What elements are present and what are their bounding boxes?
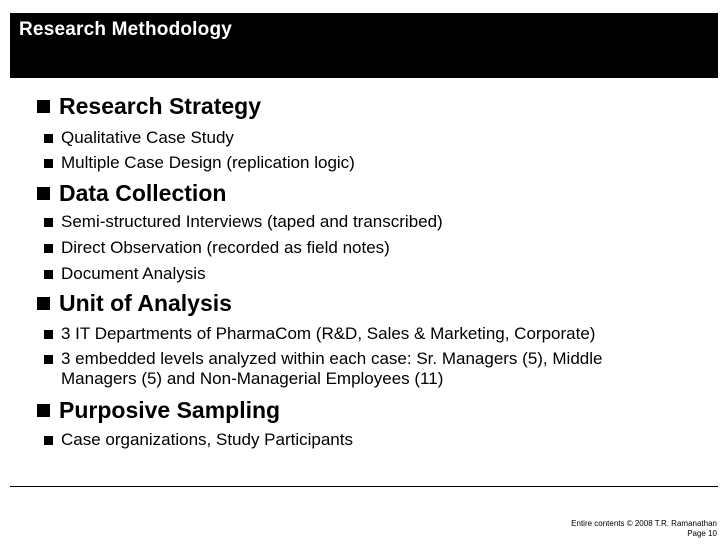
- section-heading-purposive-sampling: Purposive Sampling: [59, 397, 281, 423]
- footer-page-number: Page 10: [687, 529, 717, 538]
- section-heading-data-collection: Data Collection: [59, 180, 227, 206]
- list-item: Multiple Case Design (replication logic): [61, 153, 355, 172]
- section-bullet-icon: [37, 404, 50, 417]
- section-heading-unit-of-analysis: Unit of Analysis: [59, 290, 232, 316]
- item-bullet-icon: [44, 244, 53, 253]
- item-bullet-icon: [44, 270, 53, 279]
- item-bullet-icon: [44, 436, 53, 445]
- footer-divider: [10, 486, 718, 487]
- section-heading-research-strategy: Research Strategy: [59, 93, 261, 119]
- list-item: Document Analysis: [61, 264, 206, 283]
- list-item: Direct Observation (recorded as field notes): [61, 238, 390, 257]
- list-item-line-1: 3 embedded levels analyzed within each case: Sr. Managers (5), Middle: [61, 349, 603, 368]
- item-bullet-icon: [44, 218, 53, 227]
- slide-title: Research Methodology: [19, 19, 233, 40]
- item-bullet-icon: [44, 134, 53, 143]
- list-item: Qualitative Case Study: [61, 128, 234, 147]
- item-bullet-icon: [44, 159, 53, 168]
- item-bullet-icon: [44, 355, 53, 364]
- list-item: Case organizations, Study Participants: [61, 430, 353, 449]
- list-item: 3 IT Departments of PharmaCom (R&D, Sales & Marketing, Corporate): [61, 324, 596, 343]
- footer-copyright: Entire contents © 2008 T.R. Ramanathan: [571, 519, 717, 528]
- section-bullet-icon: [37, 297, 50, 310]
- section-bullet-icon: [37, 100, 50, 113]
- list-item-line-2: Managers (5) and Non-Managerial Employees (11): [61, 369, 444, 388]
- section-bullet-icon: [37, 187, 50, 200]
- list-item: Semi-structured Interviews (taped and transcribed): [61, 212, 443, 231]
- item-bullet-icon: [44, 330, 53, 339]
